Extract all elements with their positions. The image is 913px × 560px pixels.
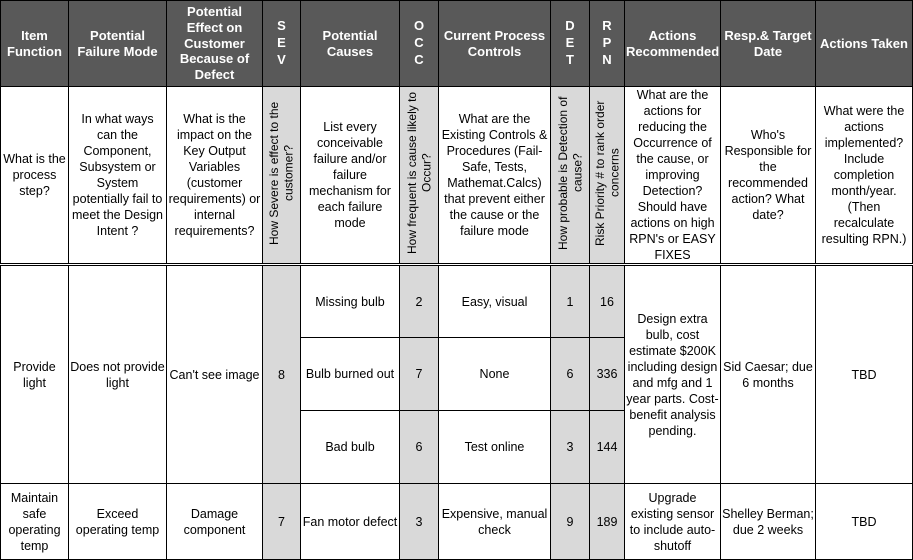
controls-cell: Easy, visual xyxy=(439,265,551,338)
sev-cell: 8 xyxy=(263,265,301,484)
header-sev-letter: V xyxy=(277,51,286,67)
occ-cell: 6 xyxy=(400,411,439,484)
header-sev xyxy=(263,1,301,87)
cause-cell: Missing bulb xyxy=(301,265,400,338)
rpn-cell: 16 xyxy=(590,265,625,338)
occ-cell: 3 xyxy=(400,484,439,560)
det-cell: 3 xyxy=(551,411,590,484)
header-resp: Resp.& Target Date xyxy=(721,1,816,87)
header-item-function: Item Function xyxy=(1,1,69,87)
guidance-sev: How Severe is effect to the customer? xyxy=(267,101,296,245)
actions-recommended-cell: Design extra bulb, cost estimate $200K including design and mfg and 1 year parts. Cost-benefit analysis pending. xyxy=(625,265,721,484)
header-occ-letter: C xyxy=(414,51,424,67)
resp-cell: Shelley Berman; due 2 weeks xyxy=(721,484,816,560)
header-row xyxy=(1,1,913,87)
guidance-occ-cell xyxy=(400,87,439,265)
header-sev-letter: E xyxy=(277,35,286,51)
guidance-actions-taken: What were the actions implemented? Include completion month/year. (Then recalculate resulting RPN.) xyxy=(816,87,913,265)
actions-taken-cell: TBD xyxy=(816,265,913,484)
guidance-failure-mode: In what ways can the Component, Subsystem or System potentially fail to meet the Design Intent ? xyxy=(69,87,167,265)
table-row xyxy=(1,484,913,560)
det-cell: 6 xyxy=(551,338,590,411)
guidance-row xyxy=(1,87,913,265)
controls-cell: Test online xyxy=(439,411,551,484)
header-occ-letter: C xyxy=(414,35,424,51)
guidance-effect: What is the impact on the Key Output Variables (customer requirements) or internal requirements? xyxy=(167,87,263,265)
guidance-item-function: What is the process step? xyxy=(1,87,69,265)
det-cell: 1 xyxy=(551,265,590,338)
guidance-sev-cell xyxy=(263,87,301,265)
header-det-letter: D xyxy=(565,18,575,34)
header-det xyxy=(551,1,590,87)
guidance-resp: Who's Responsible for the recommended action? What date? xyxy=(721,87,816,265)
guidance-causes: List every conceivable failure and/or failure mechanism for each failure mode xyxy=(301,87,400,265)
guidance-rpn: Risk Priority # to rank order concerns xyxy=(592,100,621,246)
item-function-cell: Maintain safe operating temp xyxy=(1,484,69,560)
header-actions-taken: Actions Taken xyxy=(816,1,913,87)
header-causes: Potential Causes xyxy=(301,1,400,87)
rpn-cell: 189 xyxy=(590,484,625,560)
occ-cell: 2 xyxy=(400,265,439,338)
actions-recommended-cell: Upgrade existing sensor to include auto-shutoff xyxy=(625,484,721,560)
header-rpn-letter: R xyxy=(602,18,612,34)
guidance-actions-recommended: What are the actions for reducing the Occurrence of the cause, or improving Detection? Should have actions on high RPN's or EASY FIXES xyxy=(625,87,721,265)
header-actions-recommended: Actions Recommended xyxy=(625,1,721,87)
sev-cell: 7 xyxy=(263,484,301,560)
guidance-controls: What are the Existing Controls & Procedures (Fail-Safe, Tests, Mathemat.Calcs) that prevent either the cause or the failure mode xyxy=(439,87,551,265)
item-function-cell: Provide light xyxy=(1,265,69,484)
header-sev-letter: S xyxy=(277,18,286,34)
header-det-letter: E xyxy=(565,35,575,51)
rpn-cell: 336 xyxy=(590,338,625,411)
cause-cell: Bulb burned out xyxy=(301,338,400,411)
rpn-cell: 144 xyxy=(590,411,625,484)
guidance-occ: How frequent is cause likely to Occur? xyxy=(404,91,433,255)
header-rpn-letter: P xyxy=(602,35,612,51)
guidance-det-cell xyxy=(551,87,590,265)
header-rpn-letter: N xyxy=(602,51,612,67)
header-failure-mode: Potential Failure Mode xyxy=(69,1,167,87)
failure-mode-cell: Does not provide light xyxy=(69,265,167,484)
cause-cell: Fan motor defect xyxy=(301,484,400,560)
det-cell: 9 xyxy=(551,484,590,560)
actions-taken-cell: TBD xyxy=(816,484,913,560)
header-rpn xyxy=(590,1,625,87)
occ-cell: 7 xyxy=(400,338,439,411)
header-occ-letter: O xyxy=(413,18,425,34)
failure-mode-cell: Exceed operating temp xyxy=(69,484,167,560)
header-det-letter: T xyxy=(566,51,574,67)
cause-cell: Bad bulb xyxy=(301,411,400,484)
effect-cell: Can't see image xyxy=(167,265,263,484)
header-effect: Potential Effect on Customer Because of Defect xyxy=(167,1,263,87)
guidance-det: How probable is Detection of cause? xyxy=(555,96,584,250)
header-occ xyxy=(400,1,439,87)
header-controls: Current Process Controls xyxy=(439,1,551,87)
guidance-rpn-cell xyxy=(590,87,625,265)
controls-cell: None xyxy=(439,338,551,411)
table-row xyxy=(1,265,913,338)
controls-cell: Expensive, manual check xyxy=(439,484,551,560)
resp-cell: Sid Caesar; due 6 months xyxy=(721,265,816,484)
effect-cell: Damage component xyxy=(167,484,263,560)
